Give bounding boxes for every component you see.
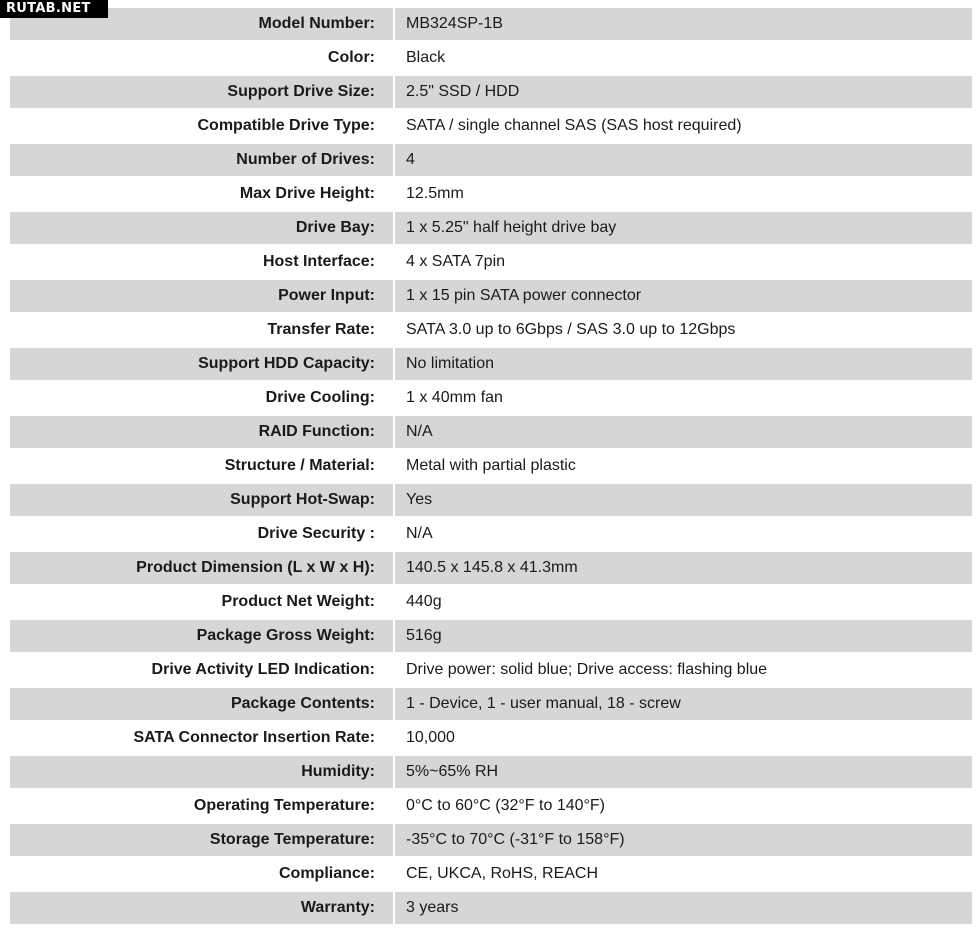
spec-row: [10, 346, 972, 380]
spec-row: [10, 380, 972, 414]
spec-value: 0°C to 60°C (32°F to 140°F): [395, 790, 972, 822]
spec-label: Warranty:: [10, 892, 393, 924]
spec-value: 4: [395, 144, 972, 176]
spec-row: [10, 482, 972, 516]
spec-label: Structure / Material:: [10, 450, 393, 482]
spec-label: Product Dimension (L x W x H):: [10, 552, 393, 584]
spec-row: [10, 210, 972, 244]
spec-value: Metal with partial plastic: [395, 450, 972, 482]
spec-row: [10, 414, 972, 448]
spec-row: [10, 142, 972, 176]
spec-label: Operating Temperature:: [10, 790, 393, 822]
spec-value: 12.5mm: [395, 178, 972, 210]
spec-label: Drive Bay:: [10, 212, 393, 244]
spec-value: Drive power: solid blue; Drive access: flashing blue: [395, 654, 972, 686]
spec-label: Support Hot-Swap:: [10, 484, 393, 516]
spec-row: [10, 6, 972, 40]
spec-value: N/A: [395, 416, 972, 448]
spec-label: Compatible Drive Type:: [10, 110, 393, 142]
spec-row: [10, 686, 972, 720]
spec-row: [10, 652, 972, 686]
spec-value: 10,000: [395, 722, 972, 754]
spec-value: 140.5 x 145.8 x 41.3mm: [395, 552, 972, 584]
watermark-label: RUTAB.NET: [0, 0, 108, 18]
spec-row: [10, 788, 972, 822]
spec-label: Number of Drives:: [10, 144, 393, 176]
spec-row: [10, 448, 972, 482]
spec-row: [10, 244, 972, 278]
spec-table: [10, 6, 972, 924]
spec-value: 4 x SATA 7pin: [395, 246, 972, 278]
spec-row: [10, 108, 972, 142]
spec-label: SATA Connector Insertion Rate:: [10, 722, 393, 754]
spec-value: Black: [395, 42, 972, 74]
spec-row: [10, 40, 972, 74]
spec-row: [10, 550, 972, 584]
spec-row: [10, 278, 972, 312]
spec-label: Package Contents:: [10, 688, 393, 720]
spec-label: Support Drive Size:: [10, 76, 393, 108]
spec-value: 5%~65% RH: [395, 756, 972, 788]
spec-label: Storage Temperature:: [10, 824, 393, 856]
spec-value: N/A: [395, 518, 972, 550]
spec-value: -35°C to 70°C (-31°F to 158°F): [395, 824, 972, 856]
spec-label: Transfer Rate:: [10, 314, 393, 346]
spec-label: Compliance:: [10, 858, 393, 890]
spec-value: CE, UKCA, RoHS, REACH: [395, 858, 972, 890]
spec-value: MB324SP-1B: [395, 8, 972, 40]
spec-value: SATA 3.0 up to 6Gbps / SAS 3.0 up to 12Gbps: [395, 314, 972, 346]
spec-value: 516g: [395, 620, 972, 652]
spec-label: Support HDD Capacity:: [10, 348, 393, 380]
spec-label: Humidity:: [10, 756, 393, 788]
spec-row: [10, 720, 972, 754]
spec-value: 2.5" SSD / HDD: [395, 76, 972, 108]
spec-value: Yes: [395, 484, 972, 516]
spec-label: Color:: [10, 42, 393, 74]
spec-label: Host Interface:: [10, 246, 393, 278]
spec-label: Max Drive Height:: [10, 178, 393, 210]
spec-row: [10, 74, 972, 108]
spec-row: [10, 516, 972, 550]
spec-value: SATA / single channel SAS (SAS host required): [395, 110, 972, 142]
spec-value: 1 - Device, 1 - user manual, 18 - screw: [395, 688, 972, 720]
spec-label: Package Gross Weight:: [10, 620, 393, 652]
spec-row: [10, 822, 972, 856]
spec-value: No limitation: [395, 348, 972, 380]
spec-label: Product Net Weight:: [10, 586, 393, 618]
spec-label: Drive Cooling:: [10, 382, 393, 414]
spec-value: 1 x 15 pin SATA power connector: [395, 280, 972, 312]
spec-value: 3 years: [395, 892, 972, 924]
spec-value: 1 x 40mm fan: [395, 382, 972, 414]
spec-row: [10, 312, 972, 346]
spec-label: Power Input:: [10, 280, 393, 312]
spec-label: Drive Activity LED Indication:: [10, 654, 393, 686]
spec-value: 1 x 5.25" half height drive bay: [395, 212, 972, 244]
spec-label: Drive Security :: [10, 518, 393, 550]
spec-row: [10, 584, 972, 618]
spec-row: [10, 890, 972, 924]
spec-value: 440g: [395, 586, 972, 618]
spec-row: [10, 856, 972, 890]
spec-label: RAID Function:: [10, 416, 393, 448]
spec-row: [10, 618, 972, 652]
spec-label: Model Number:: [10, 8, 393, 40]
spec-row: [10, 754, 972, 788]
spec-row: [10, 176, 972, 210]
